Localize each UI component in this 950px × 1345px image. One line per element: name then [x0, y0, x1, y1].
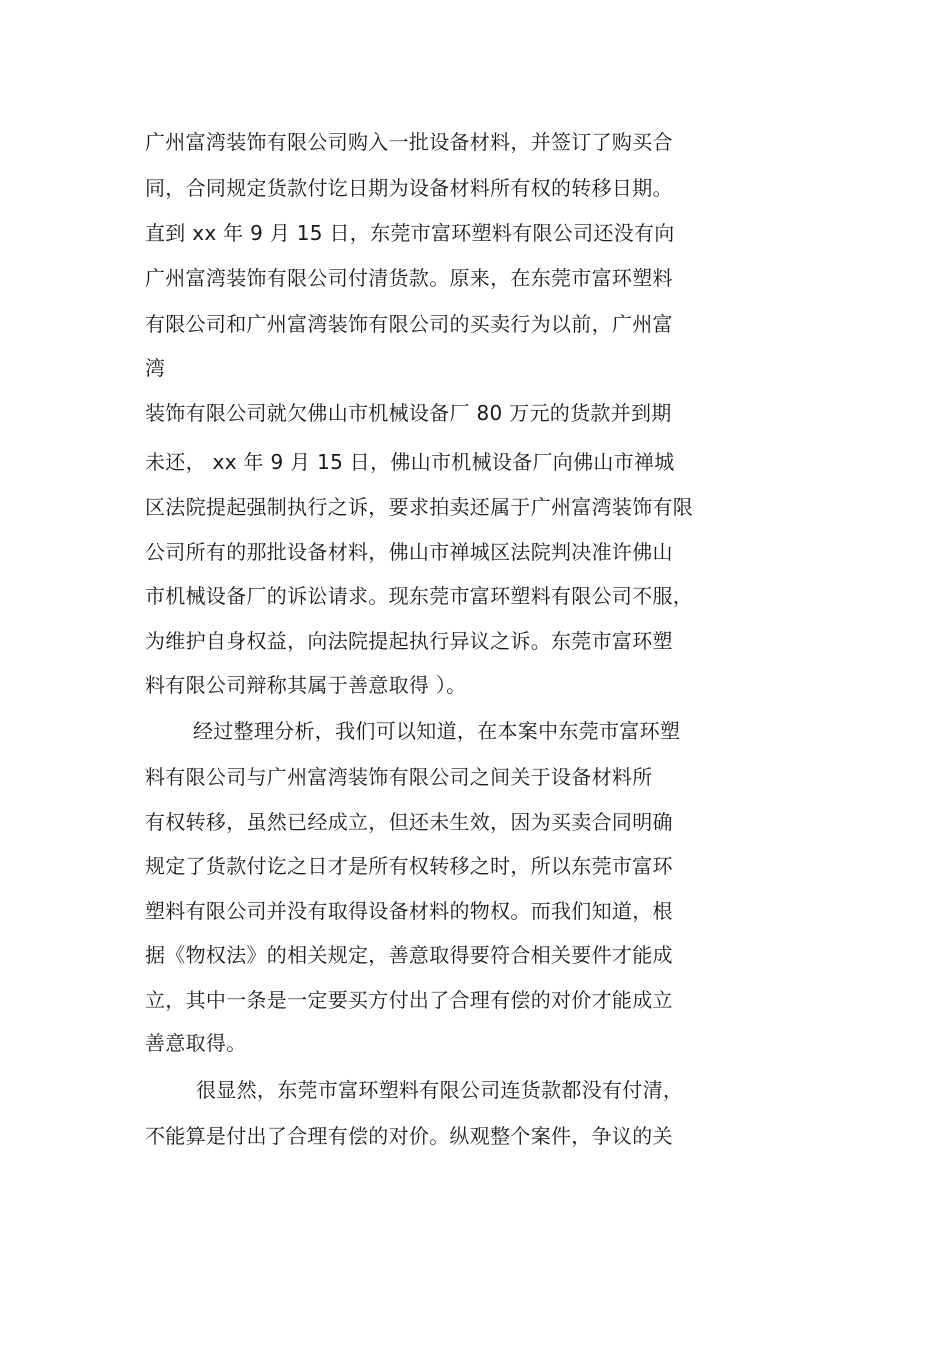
paragraph-3-line-1: 很显然，东莞市富环塑料有限公司连货款都没有付清， [196, 1078, 684, 1102]
text-line-4: 广州富湾装饰有限公司付清货款。原来，在东莞市富环塑料 [145, 266, 673, 290]
text-line-18: 塑料有限公司并没有取得设备材料的物权。而我们知道，根 [145, 899, 673, 923]
text-line-12: 为维护自身权益，向法院提起执行异议之诉。东莞市富环塑 [145, 629, 673, 653]
text-line-17: 规定了货款付讫之日才是所有权转移之时，所以东莞市富环 [145, 854, 673, 878]
text-line-19: 据《物权法》的相关规定，善意取得要符合相关要件才能成 [145, 943, 673, 967]
text-line-2: 同，合同规定货款付讫日期为设备材料所有权的转移日期。 [145, 176, 673, 200]
text-line-21: 善意取得。 [145, 1031, 247, 1055]
text-line-16: 有权转移，虽然已经成立，但还未生效，因为买卖合同明确 [145, 810, 673, 834]
text-line-7: 装饰有限公司就欠佛山市机械设备厂 80 万元的货款并到期 [145, 401, 672, 425]
text-line-8: 未还， xx 年 9 月 15 日，佛山市机械设备厂向佛山市禅城 [145, 450, 675, 474]
text-line-15: 料有限公司与广州富湾装饰有限公司之间关于设备材料所 [145, 765, 653, 789]
text-line-3: 直到 xx 年 9 月 15 日，东莞市富环塑料有限公司还没有向 [145, 221, 675, 245]
text-line-6: 湾 [145, 356, 166, 380]
text-line-5: 有限公司和广州富湾装饰有限公司的买卖行为以前，广州富 [145, 312, 673, 336]
text-line-13: 料有限公司辩称其属于善意取得 ）。 [145, 673, 467, 697]
text-line-11: 市机械设备厂的诉讼请求。现东莞市富环塑料有限公司不服， [145, 584, 694, 608]
paragraph-2-line-1: 经过整理分析，我们可以知道，在本案中东莞市富环塑 [193, 719, 681, 743]
text-line-20: 立，其中一条是一定要买方付出了合理有偿的对价才能成立 [145, 988, 673, 1012]
text-line-10: 公司所有的那批设备材料，佛山市禅城区法院判决准许佛山 [145, 540, 673, 564]
text-line-23: 不能算是付出了合理有偿的对价。纵观整个案件，争议的关 [145, 1124, 673, 1148]
text-line-1: 广州富湾装饰有限公司购入一批设备材料，并签订了购买合 [145, 130, 673, 154]
text-line-9: 区法院提起强制执行之诉，要求拍卖还属于广州富湾装饰有限 [145, 495, 694, 519]
